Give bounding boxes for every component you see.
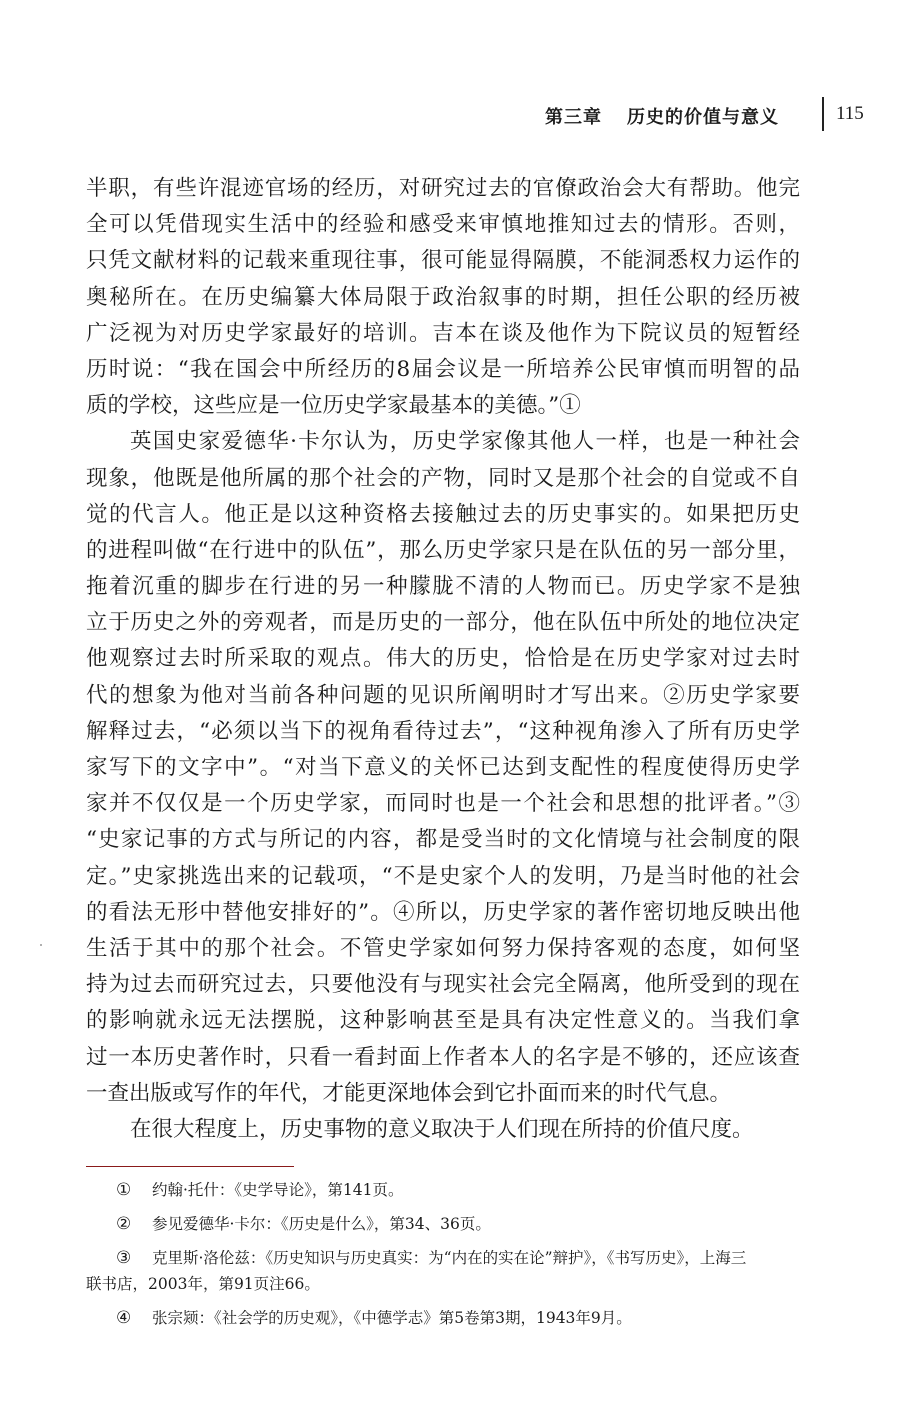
body-line: 只凭文献材料的记载来重现往事，很可能显得隔膜，不能洞悉权力运作的 — [86, 248, 800, 274]
footnote-text: 张宗颎：《社会学的历史观》，《中德学志》第5卷第3期，1943年9月。 — [152, 1309, 632, 1327]
running-head — [545, 101, 865, 131]
body-line: 定。”史家挑选出来的记载项，“不是史家个人的发明，乃是当时他的社会 — [86, 863, 800, 889]
body-line: 持为过去而研究过去，只要他没有与现实社会完全隔离，他所受到的现在 — [86, 972, 800, 998]
body-line: 在很大程度上，历史事物的意义取决于人们现在所持的价值尺度。 — [130, 1116, 754, 1142]
body-line: 他观察过去时所采取的观点。伟大的历史，恰恰是在历史学家对过去时 — [86, 646, 800, 672]
body-line: 拖着沉重的脚步在行进的另一种朦胧不清的人物而已。历史学家不是独 — [86, 574, 800, 600]
page-number: 115 — [836, 103, 864, 124]
footnote-marker: ③ — [116, 1248, 132, 1268]
footnote-text: 参见爱德华·卡尔：《历史是什么》，第34、36页。 — [152, 1215, 491, 1233]
body-line: 一查出版或写作的年代，才能更深地体会到它扑面而来的时代气息。 — [86, 1080, 732, 1106]
body-line: 奥秘所在。在历史编纂大体局限于政治叙事的时期，担任公职的经历被 — [86, 284, 800, 310]
chapter-title: 历史的价值与意义 — [627, 107, 779, 128]
scan-speck — [40, 944, 42, 946]
footnote-separator — [86, 1166, 294, 1167]
chapter-label: 第三章 — [545, 107, 602, 128]
body-line: 的进程叫做“在行进中的队伍”，那么历史学家只是在队伍的另一部分里， — [86, 537, 800, 563]
body-line: 英国史家爱德华·卡尔认为，历史学家像其他人一样，也是一种社会 — [130, 429, 800, 455]
footnote-marker: ① — [116, 1180, 132, 1200]
body-line: 立于历史之外的旁观者，而是历史的一部分，他在队伍中所处的地位决定 — [86, 610, 800, 636]
footnote-text: 约翰·托什：《史学导论》，第141页。 — [152, 1181, 404, 1199]
body-line: 质的学校，这些应是一位历史学家最基本的美德。”① — [86, 393, 581, 419]
footnote-1 — [116, 1177, 806, 1203]
body-line: 现象，他既是他所属的那个社会的产物，同时又是那个社会的自觉或不自 — [86, 465, 800, 491]
body-line: 的看法无形中替他安排好的”。④所以，历史学家的著作密切地反映出他 — [86, 899, 800, 925]
body-line: 生活于其中的那个社会。不管史学家如何努力保持客观的态度，如何坚 — [86, 935, 800, 961]
footnote-3 — [86, 1245, 806, 1297]
footnote-4 — [116, 1305, 806, 1331]
body-line: “史家记事的方式与所记的内容，都是受当时的文化情境与社会制度的限 — [86, 827, 800, 853]
body-text — [86, 171, 800, 1148]
footnote-marker: ④ — [116, 1308, 132, 1328]
footnote-marker: ② — [116, 1214, 132, 1234]
body-line: 家并不仅仅是一个历史学家，而同时也是一个社会和思想的批评者。”③ — [86, 791, 800, 817]
footnote-text-continued: 联书店，2003年，第91页注66。 — [86, 1275, 320, 1293]
body-line: 半职，有些许混迹官场的经历，对研究过去的官僚政治会大有帮助。他完 — [86, 176, 800, 201]
body-line: 代的想象为他对当前各种问题的见识所阐明时才写出来。②历史学家要 — [86, 682, 800, 708]
body-line: 家写下的文字中”。“对当下意义的关怀已达到支配性的程度使得历史学 — [86, 755, 800, 780]
body-line: 全可以凭借现实生活中的经验和感受来审慎地推知过去的情形。否则， — [86, 212, 800, 238]
body-line: 历时说：“我在国会中所经历的8届会议是一所培养公民审慎而明智的品 — [86, 356, 800, 382]
body-line: 的影响就永远无法摆脱，这种影响甚至是具有决定性意义的。当我们拿 — [86, 1008, 800, 1034]
footnote-2 — [116, 1211, 806, 1237]
body-line: 觉的代言人。他正是以这种资格去接触过去的历史事实的。如果把历史 — [86, 501, 800, 527]
body-line: 广泛视为对历史学家最好的培训。吉本在谈及他作为下院议员的短暂经 — [86, 320, 800, 346]
body-line: 解释过去，“必须以当下的视角看待过去”，“这种视角渗入了所有历史学 — [86, 718, 800, 744]
footnotes — [86, 1177, 806, 1339]
footnote-text: 克里斯·洛伦兹：《历史知识与历史真实：为“内在的实在论”辩护》，《书写历史》，上海三 — [152, 1249, 747, 1267]
header-divider — [822, 97, 824, 131]
body-line: 过一本历史著作时，只看一看封面上作者本人的名字是不够的，还应该查 — [86, 1044, 800, 1070]
